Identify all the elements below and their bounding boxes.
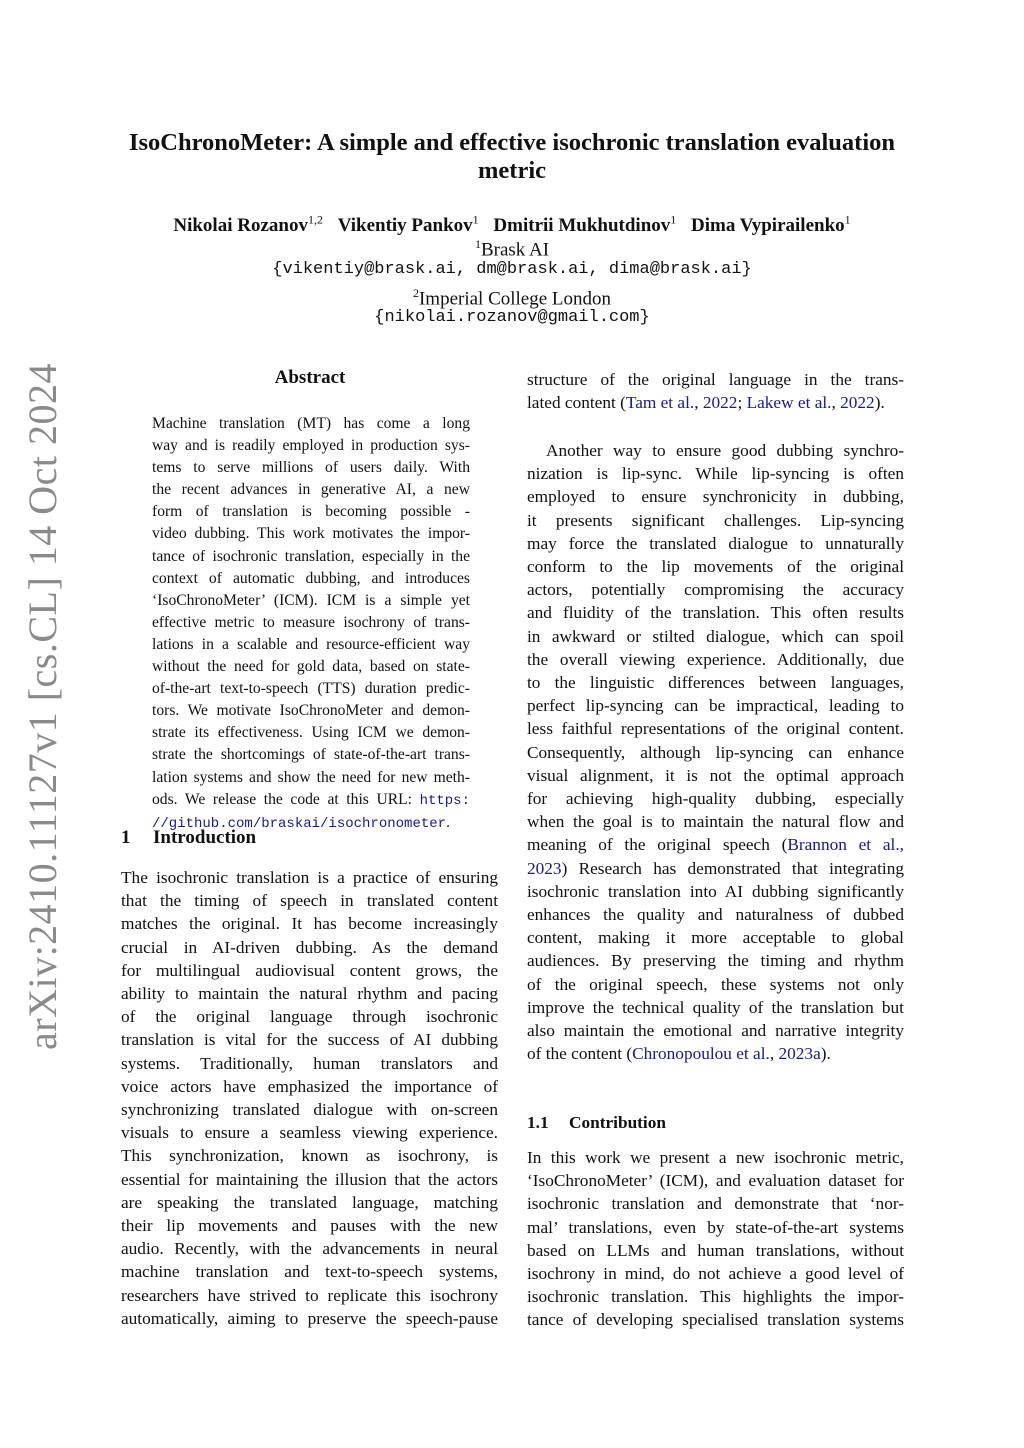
body-line: matches the original. It has become increasingly (121, 914, 498, 934)
contribution-body (527, 1146, 904, 1332)
abstract-line: lation systems and show the need for new meth- (152, 768, 470, 786)
author: Dmitrii Mukhutdinov$^1$ (493, 213, 677, 237)
body-line: to the linguistic differences between languages, (527, 673, 904, 693)
abstract-line: effective metric to measure isochrony of trans- (152, 613, 470, 631)
body-line: synchronizing translated dialogue with on-screen (121, 1100, 498, 1120)
citation-link[interactable]: Tam et al. (625, 393, 695, 413)
body-line: nization is lip-sync. While lip-syncing is often (527, 464, 904, 484)
abstract-line: way and is readily employed in production sys- (152, 437, 470, 455)
body-line: visual alignment, it is not the optimal approach (527, 765, 904, 785)
body-line: based on LLMs and human translations, without (527, 1240, 904, 1260)
body-line: actors, potentially compromising the accuracy (527, 580, 904, 600)
body-line: in awkward or stilted dialogue, which can spoil (527, 626, 904, 646)
body-line: content, making it more acceptable to global (527, 928, 904, 948)
body-line: isochronic translation and demonstrate that ‘nor- (527, 1194, 904, 1214)
body-line: the overall viewing experience. Additionally, due (527, 649, 904, 669)
body-line: isochronic translation into AI dubbing significantly (527, 881, 904, 901)
author: Dima Vypirailenko$^1$ (691, 213, 851, 237)
body-line: for achieving high-quality dubbing, especially (527, 789, 904, 809)
body-line: machine translation and text-to-speech systems, (121, 1262, 498, 1282)
body-line: isochrony in mind, do not achieve a good level of (527, 1264, 904, 1284)
body-line: enhances the quality and naturalness of dubbed (527, 905, 904, 925)
affiliation-2-emails: {nikolai.rozanov@gmail.com} (374, 308, 650, 327)
citation-link[interactable]: Chronopoulou et al. (632, 1044, 770, 1064)
body-line: voice actors have emphasized the importance of (121, 1076, 498, 1096)
abstract-line: lations in a scalable and resource-efficient way (152, 635, 470, 653)
body-line: translation is vital for the success of AI dubbing (121, 1030, 498, 1050)
body-line: also maintain the emotional and narrative integrity (527, 1021, 904, 1041)
abstract-body (152, 413, 470, 835)
body-line: Consequently, although lip-syncing can enhance (527, 742, 904, 762)
body-line: tance of developing specialised translation systems (527, 1310, 904, 1330)
code-url-link[interactable]: //github.com/braskai/isochronometer (152, 815, 447, 832)
body-line: essential for maintaining the illusion that the actors (121, 1169, 498, 1189)
introduction-body (121, 866, 498, 1330)
body-line: 2023) Research has demonstrated that integrating (527, 858, 904, 878)
body-line: audiences. By preserving the timing and rhythm (527, 951, 904, 971)
body-line: perfect lip-syncing can be impractical, leading to (527, 696, 904, 716)
citation-link[interactable]: Lakew et al. (746, 393, 832, 413)
body-line: visuals to ensure a seamless viewing experience. (121, 1123, 498, 1143)
body-line: isochronic translation. This highlights the impor- (527, 1287, 904, 1307)
abstract-line: Machine translation (MT) has come a long (152, 415, 470, 432)
abstract-line: of-the-art text-to-speech (TTS) duration predic- (152, 680, 470, 698)
body-line: conform to the lip movements of the original (527, 557, 904, 577)
body-line: researchers have strived to replicate this isochrony (121, 1285, 498, 1305)
abstract-heading: Abstract (274, 367, 346, 388)
title-line: metric (478, 157, 546, 184)
body-line: Another way to ensure good dubbing synchro- (546, 441, 904, 460)
body-line: and fluidity of the translation. This often results (527, 603, 904, 623)
body-line: less faithful representations of the original content. (527, 719, 904, 739)
affiliation-1-emails: {vikentiy@brask.ai, dm@brask.ai, dima@brask.ai} (272, 260, 752, 279)
body-line: of the content (Chronopoulou et al., 2023a). (527, 1044, 831, 1064)
paper-title (112, 129, 912, 185)
abstract-line: strate its effectiveness. Using ICM we demon- (152, 724, 470, 742)
title-line: IsoChronoMeter: A simple and effective isochronic translation evaluation (128, 129, 896, 156)
right-continuation (527, 368, 904, 414)
section-heading-contribution: 1.1 Contribution (527, 1113, 666, 1132)
abstract-line: tems to serve millions of users daily. With (152, 459, 470, 477)
body-line: audio. Recently, with the advancements in neural (121, 1239, 498, 1259)
body-line: meaning of the original speech (Brannon et al., (527, 835, 904, 855)
abstract-line: the recent advances in generative AI, a new (152, 481, 470, 499)
citation-link[interactable]: 2022 (702, 393, 738, 413)
affiliation-2: $^2$Imperial College London (412, 286, 612, 310)
body-line: The isochronic translation is a practice of ensuring (121, 868, 498, 887)
body-line: employed to ensure synchronicity in dubbing, (527, 487, 904, 507)
abstract-line: video dubbing. This work motivates the impor- (152, 525, 470, 543)
abstract-line: without the need for gold data, based on state- (152, 658, 470, 676)
author: Nikolai Rozanov$^{1,2}$ (173, 213, 323, 237)
affiliation-1: $^1$Brask AI (474, 237, 550, 261)
citation-link[interactable]: 2022 (840, 393, 875, 413)
code-url-link[interactable]: https: (419, 792, 470, 809)
body-line: that the timing of speech in translated content (121, 891, 498, 911)
body-line: This synchronization, known as isochrony, is (121, 1146, 498, 1166)
body-line: lated content (Tam et al., 2022; Lakew et al., 2022). (527, 393, 885, 413)
section-heading-introduction: 1 Introduction (121, 827, 257, 848)
body-line: when the goal is to maintain the natural flow and (527, 812, 904, 832)
abstract-line: //github.com/braskai/isochronometer. (152, 813, 450, 832)
abstract-line: strate the shortcomings of state-of-the-art trans- (152, 746, 470, 764)
citation-link[interactable]: Brannon et al., (787, 835, 904, 855)
citation-link[interactable]: 2023a (778, 1044, 821, 1064)
body-line: for multilingual audiovisual content grows, the (121, 960, 498, 980)
abstract-line: ods. We release the code at this URL: https: (152, 790, 470, 809)
body-line: of the original speech, these systems not only (527, 974, 904, 994)
body-line: it presents significant challenges. Lip-syncing (527, 510, 904, 530)
body-line: their lip movements and pauses with the new (121, 1216, 498, 1236)
body-line: improve the technical quality of the translation but (527, 997, 904, 1017)
body-line: automatically, aiming to preserve the speech-pause (121, 1308, 498, 1328)
body-line: mal’ translations, even by state-of-the-art systems (527, 1217, 904, 1237)
abstract-line: ‘IsoChronoMeter’ (ICM). ICM is a simple yet (152, 591, 470, 609)
body-line: are speaking the translated language, matching (121, 1192, 498, 1212)
abstract-line: context of automatic dubbing, and introduces (152, 569, 470, 587)
body-line: systems. Traditionally, human translators and (121, 1053, 498, 1073)
body-line: of the original language through isochronic (121, 1007, 498, 1027)
arxiv-stamp: arXiv:2410.11127v1 [cs.CL] 14 Oct 2024 (20, 362, 65, 1050)
body-line: ‘IsoChronoMeter’ (ICM), and evaluation dataset for (527, 1171, 904, 1191)
abstract-line: tors. We motivate IsoChronoMeter and demon- (152, 702, 470, 720)
body-line: In this work we present a new isochronic metric, (527, 1148, 904, 1167)
body-line: crucial in AI-driven dubbing. As the demand (121, 937, 498, 957)
abstract-line: tance of isochronic translation, especially in the (152, 547, 470, 565)
citation-link[interactable]: 2023 (527, 858, 562, 878)
body-line: may force the translated dialogue to unnaturally (527, 533, 904, 553)
author: Vikentiy Pankov$^1$ (337, 213, 479, 237)
abstract-line: form of translation is becoming possible - (152, 503, 470, 521)
body-line: structure of the original language in the trans- (527, 370, 904, 389)
body-line: ability to maintain the natural rhythm and pacing (121, 984, 498, 1004)
lip-sync-paragraph (527, 439, 904, 1065)
